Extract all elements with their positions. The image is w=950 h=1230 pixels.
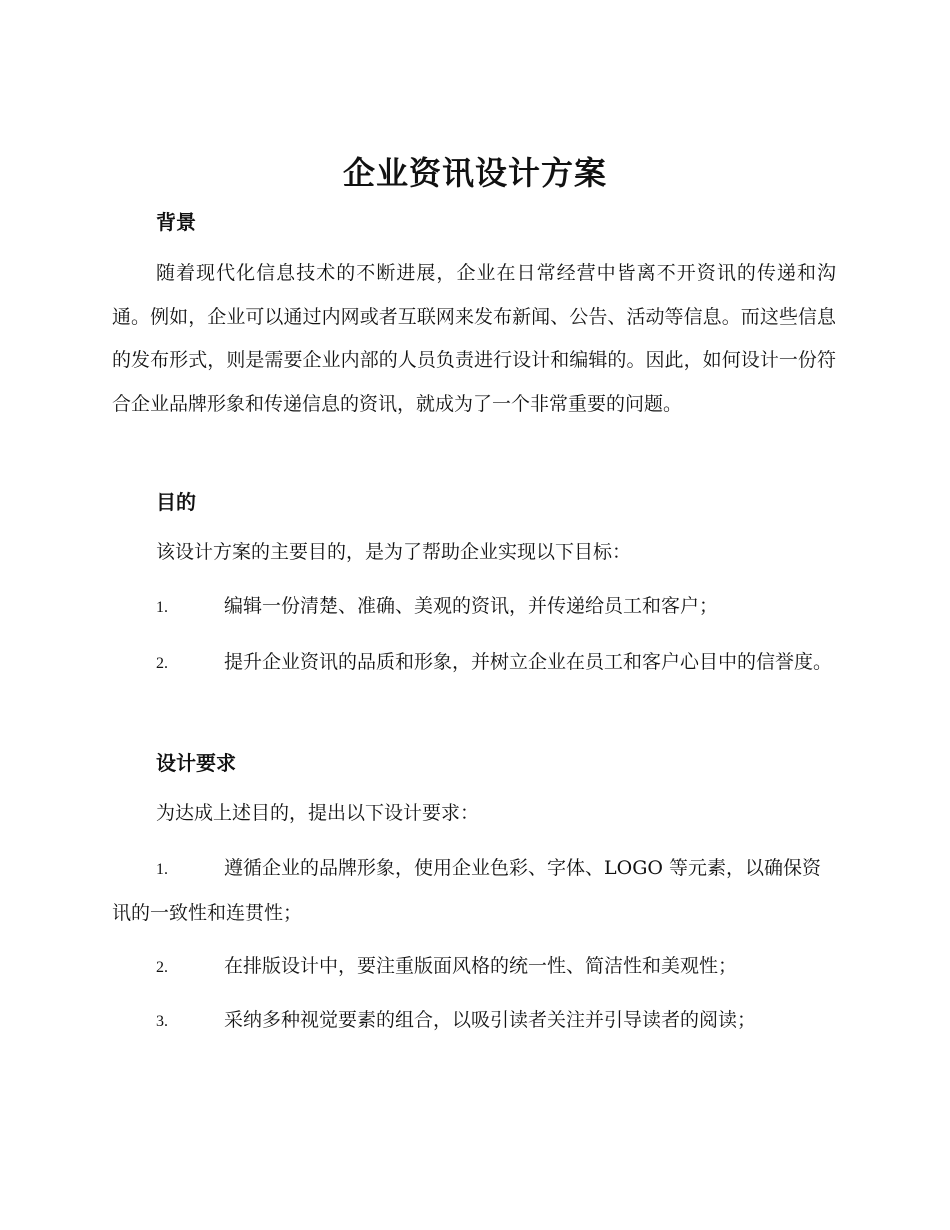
- list-item-text: 采纳多种视觉要素的组合，以吸引读者关注并引导读者的阅读；: [224, 1009, 757, 1031]
- section-heading-background: 背景: [156, 210, 196, 234]
- list-item-number: 1.: [156, 599, 168, 616]
- list-item-text: 遵循企业的品牌形象，使用企业色彩、字体、LOGO 等元素，以确保资讯的一致性和连贯性；: [112, 857, 821, 924]
- document-title: 企业资讯设计方案: [342, 154, 607, 192]
- list-item: [112, 945, 836, 990]
- background-paragraph: 随着现代化信息技术的不断进展，企业在日常经营中皆离不开资讯的传递和沟通。例如，企业可以通过内网或者互联网来发布新闻、公告、活动等信息。而这些信息的发布形式，则是需要企业内部的人员负责进行设计和编辑的。因此，如何设计一份符合企业品牌形象和传递信息的资讯，就成为了一个非常重要的问题。: [112, 262, 836, 415]
- section-heading-purpose: 目的: [156, 490, 196, 514]
- requirements-intro: 为达成上述目的，提出以下设计要求：: [156, 802, 480, 824]
- list-item: [112, 847, 836, 935]
- list-item-text: 提升企业资讯的品质和形象，并树立企业在员工和客户心目中的信誉度。: [224, 651, 833, 673]
- list-item-text: 在排版设计中，要注重版面风格的统一性、简洁性和美观性；: [224, 955, 738, 977]
- list-item-text: 编辑一份清楚、准确、美观的资讯，并传递给员工和客户；: [224, 595, 719, 617]
- list-item-number: 3.: [156, 1013, 168, 1030]
- list-item: [112, 641, 836, 686]
- purpose-intro: 该设计方案的主要目的，是为了帮助企业实现以下目标：: [156, 541, 632, 563]
- list-item-number: 2.: [156, 655, 168, 672]
- list-item: [112, 999, 836, 1044]
- list-item-number: 1.: [156, 861, 168, 878]
- list-item-number: 2.: [156, 959, 168, 976]
- list-item: [112, 585, 836, 630]
- section-heading-requirements: 设计要求: [156, 751, 236, 775]
